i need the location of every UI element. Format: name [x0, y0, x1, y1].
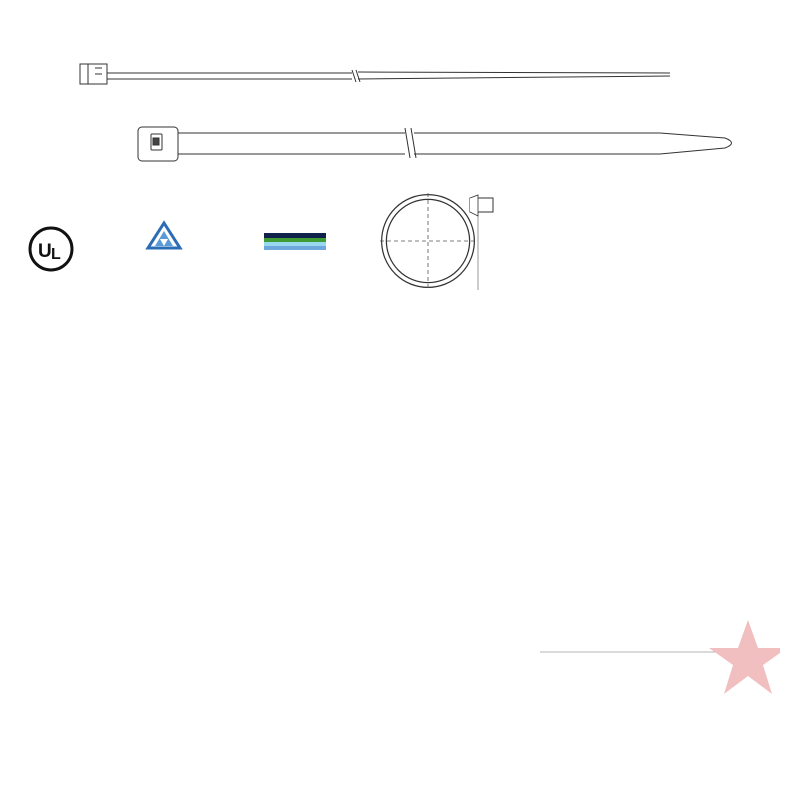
bundle-diagram [380, 193, 493, 290]
tuv-triangle-icon [138, 220, 190, 252]
ferramenta-stella-watermark-icon [500, 600, 780, 720]
ul-logo-icon [28, 226, 74, 272]
specifications-text [62, 347, 762, 400]
svg-text:U: U [38, 241, 52, 262]
cable-tie-drawings [0, 0, 800, 330]
cable-tie-side-view [80, 64, 670, 84]
svg-text:L: L [51, 246, 61, 263]
dnv-gl-stripes-icon [264, 233, 328, 253]
cable-tie-top-view [138, 127, 732, 161]
